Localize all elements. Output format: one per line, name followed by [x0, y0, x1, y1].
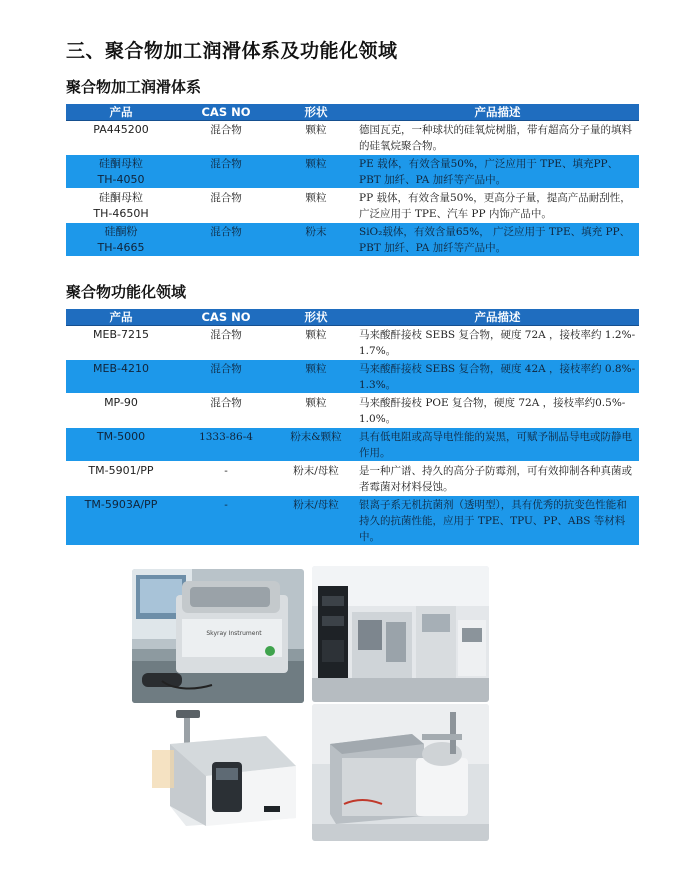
product-name: TM-5000	[96, 430, 146, 443]
product-form: 颗粒	[276, 121, 356, 155]
product-name: TM-5901/PP	[88, 464, 154, 477]
product-description: 是一种广谱、持久的高分子防霉剂，可有效抑制各种真菌或者霉菌对材料侵蚀。	[356, 462, 639, 496]
cas-number: 混合物	[176, 121, 276, 155]
product-name: 硅酮母粒	[99, 157, 143, 170]
cas-number: -	[176, 462, 276, 496]
product-name: TM-5903A/PP	[84, 498, 158, 511]
product-form: 粉末&颗粒	[276, 428, 356, 462]
header-description: 产品描述	[356, 309, 639, 326]
product-description: 具有低电阻或高导电性能的炭黑，可赋予制品导电或防静电作用。	[356, 428, 639, 462]
product-description: PE 载体，有效含量50%，广泛应用于 TPE、填充PP、PBT 加纤、PA 加纤等产品中。	[356, 155, 639, 189]
cas-number: 混合物	[176, 394, 276, 428]
table-row	[66, 394, 639, 428]
header-product: 产品	[66, 309, 176, 326]
product-name-cell	[66, 496, 176, 546]
photo-xrf-spectrometer	[132, 569, 304, 703]
product-name-cell	[66, 223, 176, 257]
table-row	[66, 428, 639, 462]
cas-number: 混合物	[176, 360, 276, 394]
section-title-lubrication: 聚合物加工润滑体系	[66, 78, 202, 96]
table-row	[66, 326, 639, 360]
table-header-row	[66, 309, 639, 326]
cas-number: -	[176, 496, 276, 546]
table-row	[66, 155, 639, 189]
product-description: 银离子系无机抗菌剂（透明型），具有优秀的抗变色性能和持久的抗菌性能，应用于 TPE、TPU、PP、ABS 等材料中。	[356, 496, 639, 546]
header-cas: CAS NO	[176, 104, 276, 121]
product-name: PA445200	[93, 123, 149, 136]
product-name: TH-4650H	[93, 207, 149, 220]
product-name: TH-4665	[97, 241, 145, 254]
product-name-cell	[66, 189, 176, 223]
product-name: MP-90	[104, 396, 138, 409]
product-name-cell	[66, 394, 176, 428]
photo-thermal-analyzer	[312, 704, 489, 841]
functional-table	[66, 309, 639, 545]
product-description: 马来酸酐接枝 SEBS 复合物，硬度 72A ，接枝率约 1.2%- 1.7%。	[356, 326, 639, 360]
product-description: 马来酸酐接枝 POE 复合物，硬度 72A ，接枝率约0.5%- 1.0%。	[356, 394, 639, 428]
product-name-cell	[66, 121, 176, 155]
product-description: 德国瓦克，一种球状的硅氧烷树脂，带有超高分子量的填料的硅氧烷聚合物。	[356, 121, 639, 155]
table-row	[66, 189, 639, 223]
product-name: MEB-4210	[93, 362, 149, 375]
product-name: 硅酮粉	[104, 225, 138, 238]
section-title-functional: 聚合物功能化领域	[66, 283, 187, 301]
product-name-cell	[66, 360, 176, 394]
product-form: 颗粒	[276, 189, 356, 223]
product-name-cell	[66, 462, 176, 496]
cas-number: 1333-86-4	[176, 428, 276, 462]
product-description: SiO₂载体，有效含量65%， 广泛应用于 TPE、填充 PP、PBT 加纤、PA 加纤等产品中。	[356, 223, 639, 257]
page-title: 三、聚合物加工润滑体系及功能化领域	[66, 40, 398, 62]
product-name: TH-4050	[97, 173, 145, 186]
header-form: 形状	[276, 104, 356, 121]
product-form: 粉末/母粒	[276, 496, 356, 546]
table-row	[66, 121, 639, 155]
table-row	[66, 223, 639, 257]
cas-number: 混合物	[176, 326, 276, 360]
photo-brand-text: Skyray Instrument	[206, 630, 262, 637]
product-name-cell	[66, 428, 176, 462]
cas-number: 混合物	[176, 155, 276, 189]
table-row	[66, 462, 639, 496]
header-description: 产品描述	[356, 104, 639, 121]
product-form: 颗粒	[276, 326, 356, 360]
lubrication-table	[66, 104, 639, 256]
photo-melt-flow-indexer	[146, 706, 306, 836]
photo-lab-instrument-rack	[312, 566, 489, 702]
header-product: 产品	[66, 104, 176, 121]
product-form: 颗粒	[276, 155, 356, 189]
product-form: 颗粒	[276, 394, 356, 428]
table-row	[66, 496, 639, 546]
table-row	[66, 360, 639, 394]
product-name-cell	[66, 326, 176, 360]
product-form: 颗粒	[276, 360, 356, 394]
product-description: PP 载体，有效含量50%，更高分子量，提高产品耐刮性，广泛应用于 TPE、汽车 PP 内饰产品中。	[356, 189, 639, 223]
product-form: 粉末	[276, 223, 356, 257]
cas-number: 混合物	[176, 189, 276, 223]
table-header-row	[66, 104, 639, 121]
header-cas: CAS NO	[176, 309, 276, 326]
product-description: 马来酸酐接枝 SEBS 复合物，硬度 42A ，接枝率约 0.8%- 1.3%。	[356, 360, 639, 394]
product-form: 粉末/母粒	[276, 462, 356, 496]
cas-number: 混合物	[176, 223, 276, 257]
product-name: 硅酮母粒	[99, 191, 143, 204]
product-name: MEB-7215	[93, 328, 149, 341]
product-name-cell	[66, 155, 176, 189]
header-form: 形状	[276, 309, 356, 326]
